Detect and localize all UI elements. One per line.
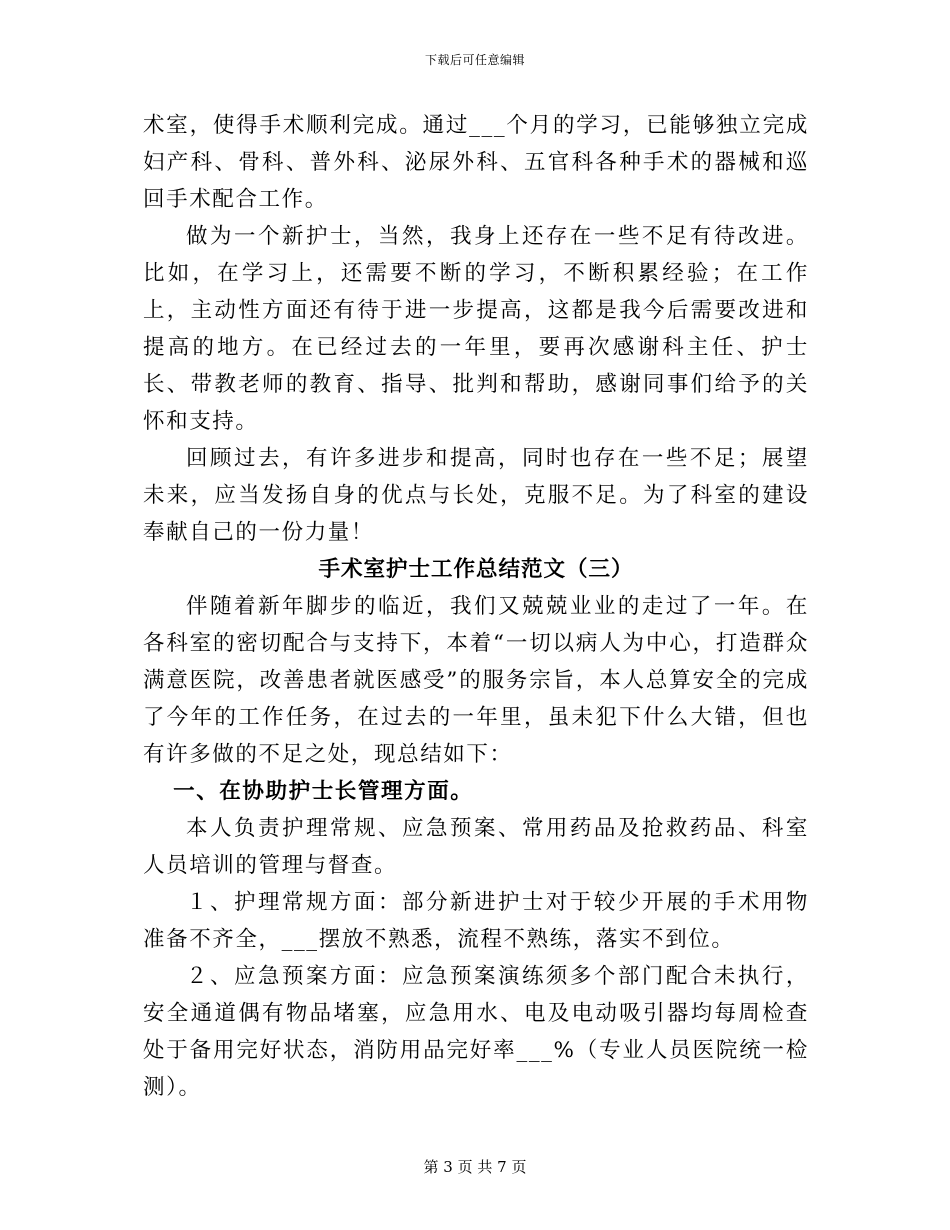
- continued-paragraph: 术室，使得手术顺利完成。通过___个月的学习，已能够独立完成妇产科、骨科、普外科、泌尿外科、五官科各种手术的器械和巡回手术配合工作。: [143, 113, 809, 212]
- heading-one: 一、在协助护士长管理方面。: [173, 779, 474, 804]
- paragraph-review: 回顾过去，有许多进步和提高，同时也存在一些不足；展望未来，应当发扬自身的优点与长处，克服不足。为了科室的建设奉献自己的一份力量！: [143, 446, 809, 545]
- item-two: ２、应急预案方面：应急预案演练须多个部门配合未执行，安全通道偶有物品堵塞，应急用水、电及电动吸引器均每周检查处于备用完好状态，消防用品完好率___%（专业人员医院统一检测）。: [143, 964, 809, 1100]
- section-title: 手术室护士工作总结范文（三）: [318, 557, 634, 582]
- paragraph-improvement: 做为一个新护士，当然，我身上还存在一些不足有待改进。比如，在学习上，还需要不断的学习，不断积累经验；在工作上，主动性方面还有待于进一步提高，这都是我今后需要改进和提高的地方。在已经过去的一年里，要再次感谢科主任、护士长、带教老师的教育、指导、批判和帮助，感谢同事们给予的关怀和支持。: [143, 224, 809, 434]
- document-body: [143, 107, 809, 1106]
- paragraph-duties: 本人负责护理常规、应急预案、常用药品及抢救药品、科室人员培训的管理与督查。: [143, 816, 809, 878]
- header-note: 下载后可任意编辑: [424, 53, 525, 67]
- item-one: １、护理常规方面：部分新进护士对于较少开展的手术用物准备不齐全，___摆放不熟悉，流程不熟练，落实不到位。: [143, 890, 809, 952]
- page-footer: 第 3 页 共 7 页: [423, 1158, 527, 1176]
- paragraph-intro: 伴随着新年脚步的临近，我们又兢兢业业的走过了一年。在各科室的密切配合与支持下，本着“一切以病人为中心，打造群众满意医院，改善患者就医感受”的服务宗旨，本人总算安全的完成了今年的工作任务，在过去的一年里，虽未犯下什么大错，但也有许多做的不足之处，现总结如下：: [143, 594, 809, 767]
